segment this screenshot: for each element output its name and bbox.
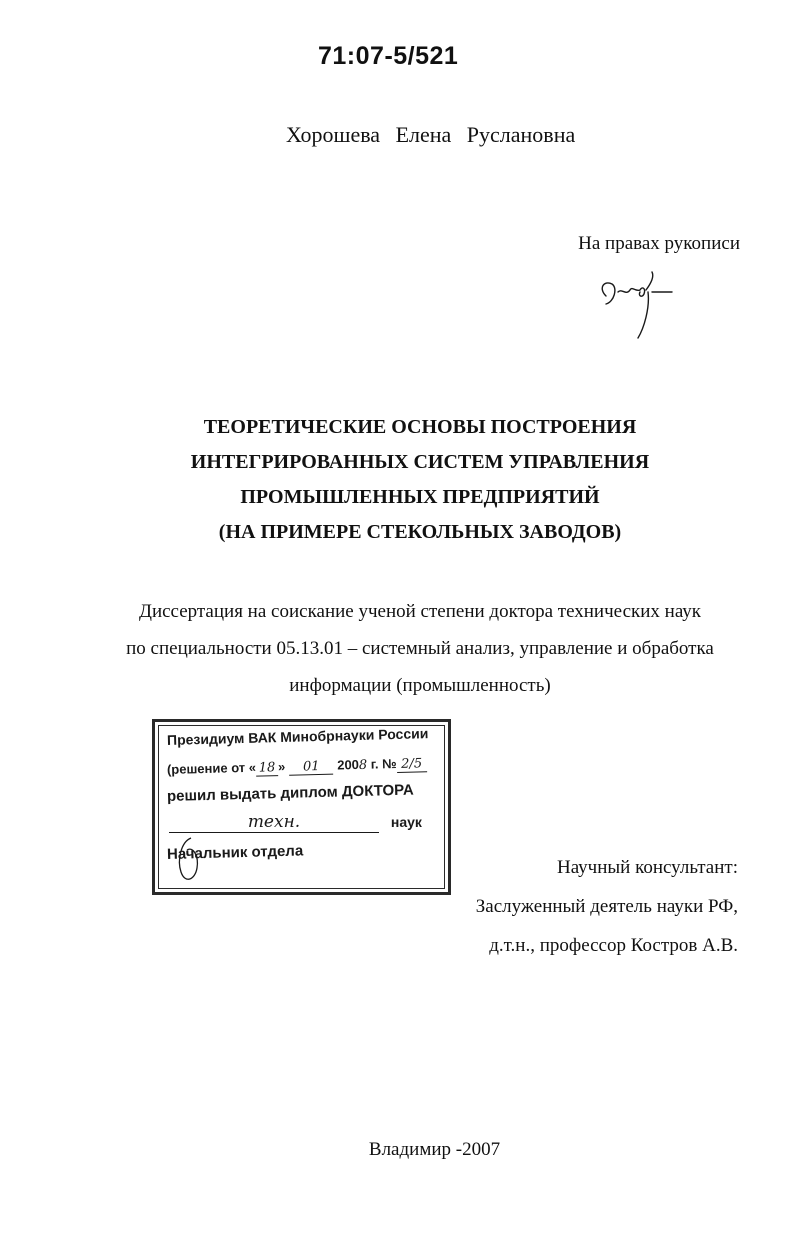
title-line: (НА ПРИМЕРЕ СТЕКОЛЬНЫХ ЗАВОДОВ) (218, 521, 622, 543)
stamp-month: 01 (289, 759, 333, 776)
catalog-code: 71:07-5/521 (318, 42, 459, 70)
title-line: ПРОМЫШЛЕННЫХ ПРЕДПРИЯТИЙ (240, 486, 600, 508)
stamp-initials-scribble (169, 832, 209, 890)
scientific-consultant (476, 848, 738, 965)
description-line: информации (промышленность) (289, 675, 551, 696)
dissertation-title (100, 410, 740, 550)
stamp-decision-text: решил выдать диплом ДОКТОРА (166, 781, 414, 805)
stamp-year-digit: 8 (358, 757, 368, 773)
stamp-day: 18 (256, 760, 278, 777)
city-year: Владимир -2007 (368, 1139, 501, 1160)
stamp-header: Президиум ВАК Минобрнауки России (166, 725, 429, 748)
stamp-decision-date (167, 755, 427, 779)
title-line: ТЕОРЕТИЧЕСКИЕ ОСНОВЫ ПОСТРОЕНИЯ (203, 416, 637, 438)
stamp-science-field-handwritten: техн. (169, 812, 379, 833)
stamp-decision-prefix: (решение от « (166, 759, 257, 777)
stamp-number: 2/5 (396, 756, 426, 773)
stamp-science-field (169, 812, 422, 833)
description-line: по специальности 05.13.01 – системный анализ, управление и обработка (126, 638, 714, 659)
manuscript-rights-note: На правах рукописи (578, 233, 740, 254)
vak-approval-stamp (152, 719, 451, 895)
dissertation-description (100, 593, 740, 704)
consultant-label: Научный консультант: (556, 857, 738, 878)
stamp-number-prefix: г. № (367, 755, 397, 772)
description-line: Диссертация на соискание ученой степени доктора технических наук (138, 601, 702, 622)
stamp-science-suffix: наук (390, 814, 422, 830)
stamp-year-prefix: 200 (337, 756, 360, 773)
handwritten-signature (596, 268, 686, 348)
title-line: ИНТЕГРИРОВАННЫХ СИСТЕМ УПРАВЛЕНИЯ (190, 451, 650, 473)
consultant-title: Заслуженный деятель науки РФ, (475, 896, 738, 917)
stamp-day-close: » (277, 758, 286, 775)
stamp-department-head: Начальник отдела (166, 842, 304, 863)
author-name: Хорошева Елена Руслановна (286, 122, 576, 147)
consultant-name: д.т.н., профессор Костров А.В. (489, 935, 738, 956)
